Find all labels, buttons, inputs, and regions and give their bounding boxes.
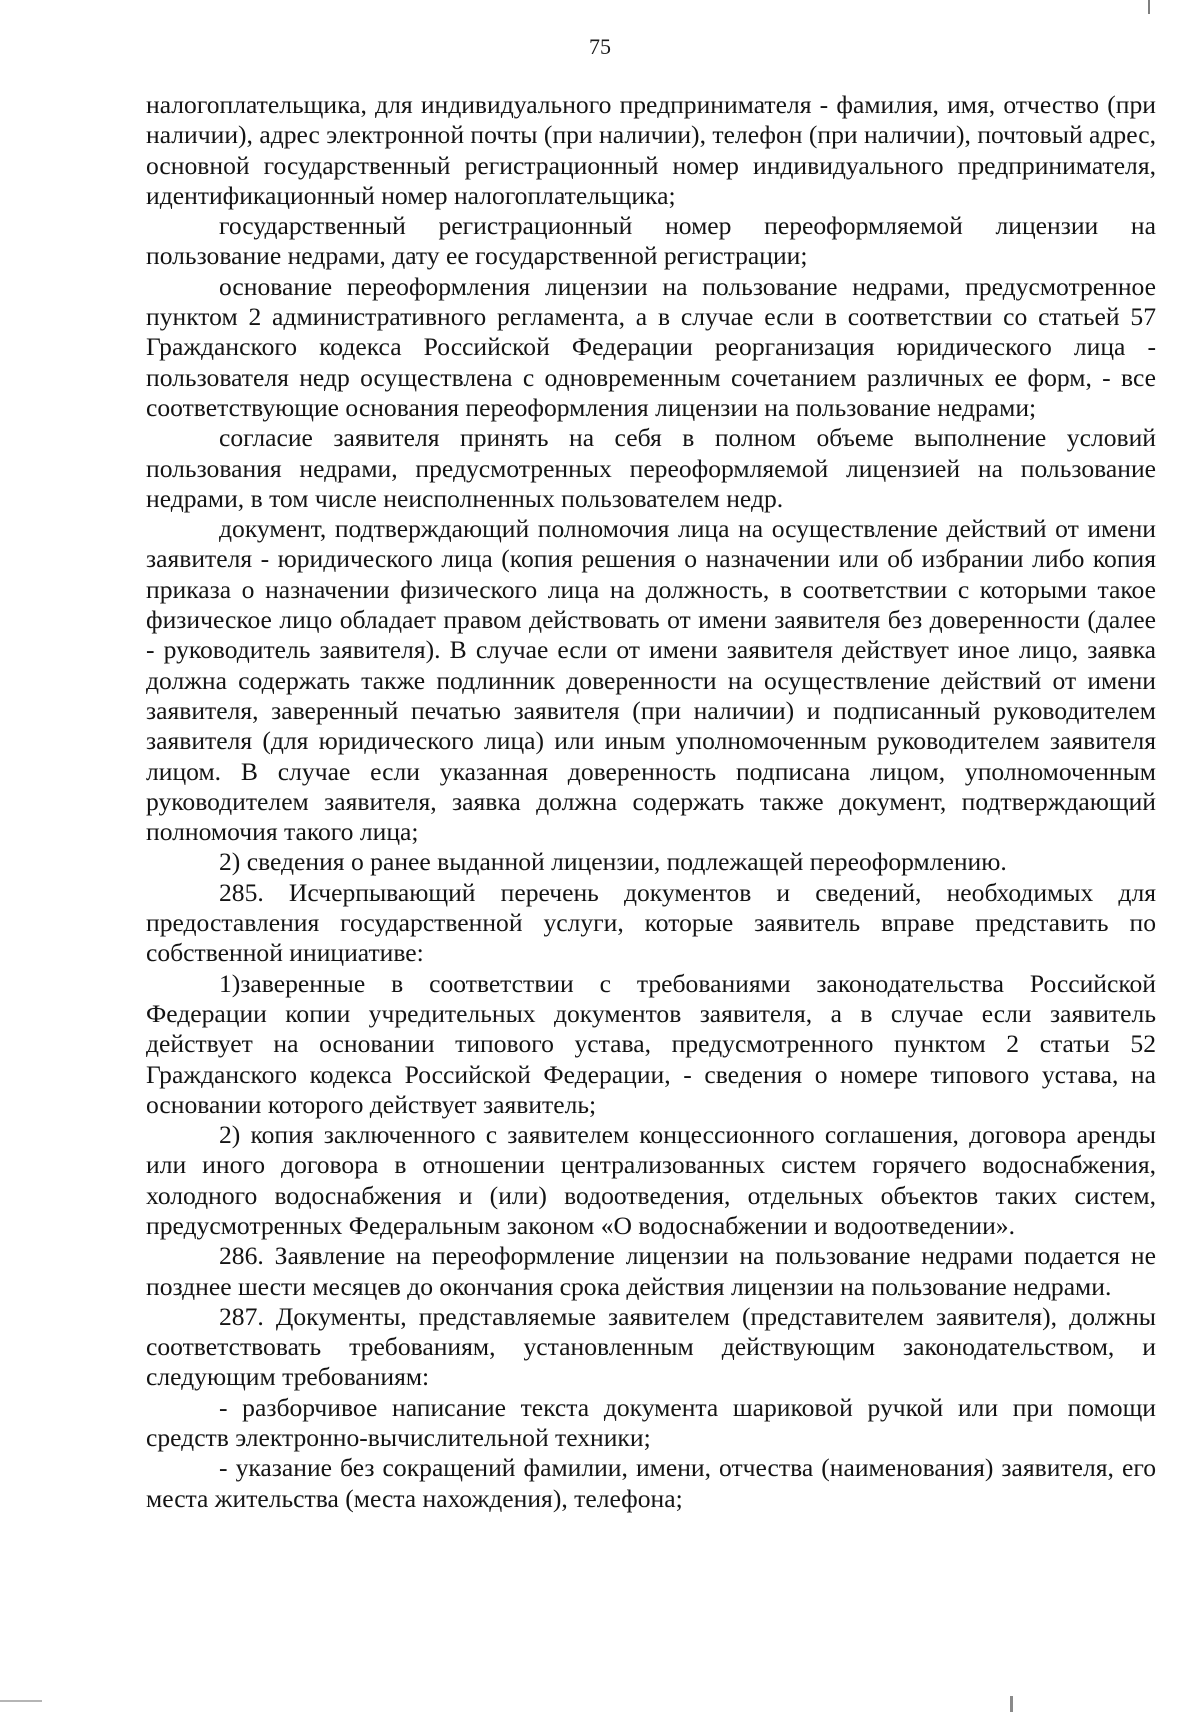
scan-artifact-mark <box>1010 1696 1013 1712</box>
paragraph: 2) сведения о ранее выданной лицензии, подлежащей переоформлению. <box>219 847 1007 877</box>
paragraph: налогоплательщика, для индивидуального предпринимателя - фамилия, имя, отчество (при наличии), адрес электронной почты (при наличии), телефон (при наличии), почтовый адрес, основной государственный регистрационный номер индивидуального предпринимателя, идентификационный номер налогоплательщика; <box>146 90 1156 210</box>
document-body <box>146 90 1156 1514</box>
paragraph: 287. Документы, представляемые заявителем (представителем заявителя), должны соответствовать требованиям, установленным действующим законодательством, и следующим требованиям: <box>146 1301 1156 1392</box>
scan-artifact-mark <box>0 1700 42 1702</box>
paragraph: согласие заявителя принять на себя в полном объеме выполнение условий пользования недрами, предусмотренных переоформляемой лицензией на пользование недрами, в том числе неисполненных пользователем недр. <box>146 423 1156 513</box>
paragraph: 2) копия заключенного с заявителем концессионного соглашения, договора аренды или иного договора в отношении централизованных систем горячего водоснабжения, холодного водоснабжения и (или) водоотведения, отдельных объектов таких систем, предусмотренных Федеральным законом «О водоснабжении и водоотведении». <box>146 1120 1156 1240</box>
paragraph: государственный регистрационный номер переоформляемой лицензии на пользование недрами, дату ее государственной регистрации; <box>146 211 1156 271</box>
paragraph: 1)заверенные в соответствии с требованиями законодательства Российской Федерации копии учредительных документов заявителя, а в случае если заявитель действует на основании типового устава, предусмотренного пунктом 2 статьи 52 Гражданского кодекса Российской Федерации, - сведения о номере типового устава, на основании которого действует заявитель; <box>146 968 1156 1119</box>
paragraph: основание переоформления лицензии на пользование недрами, предусмотренное пунктом 2 административного регламента, а в случае если в соответствии со статьей 57 Гражданского кодекса Российской Федерации реорганизация юридического лица - пользователя недр осуществлена с одновременным сочетанием различных ее форм, - все соответствующие основания переоформления лицензии на пользование недрами; <box>146 271 1156 422</box>
paragraph: документ, подтверждающий полномочия лица на осуществление действий от имени заявителя - юридического лица (копия решения о назначении или об избрании либо копия приказа о назначении физического лица на должность, в соответствии с которыми такое физическое лицо обладает правом действовать от имени заявителя без доверенности (далее - руководитель заявителя). В случае если от имени заявителя действует иное лицо, заявка должна содержать также подлинник доверенности на осуществление действий от имени заявителя, заверенный печатью заявителя (при наличии) и подписанный руководителем заявителя (для юридического лица) или иным уполномоченным руководителем заявителя лицом. В случае если указанная доверенность подписана лицом, уполномоченным руководителем заявителя, заявка должна содержать также документ, подтверждающий полномочия такого лица; <box>146 514 1156 847</box>
paragraph: - указание без сокращений фамилии, имени, отчества (наименования) заявителя, его места жительства (места нахождения), телефона; <box>146 1453 1156 1513</box>
paragraph: - разборчивое написание текста документа шариковой ручкой или при помощи средств электронно-вычислительной техники; <box>146 1392 1156 1453</box>
page-number: 75 <box>589 34 611 59</box>
paragraph: 286. Заявление на переоформление лицензии на пользование недрами подается не позднее шести месяцев до окончания срока действия лицензии на пользование недрами. <box>146 1241 1156 1301</box>
paragraph: 285. Исчерпывающий перечень документов и сведений, необходимых для предоставления государственной услуги, которые заявитель вправе представить по собственной инициативе: <box>146 877 1156 968</box>
scan-artifact-mark <box>1148 0 1150 14</box>
